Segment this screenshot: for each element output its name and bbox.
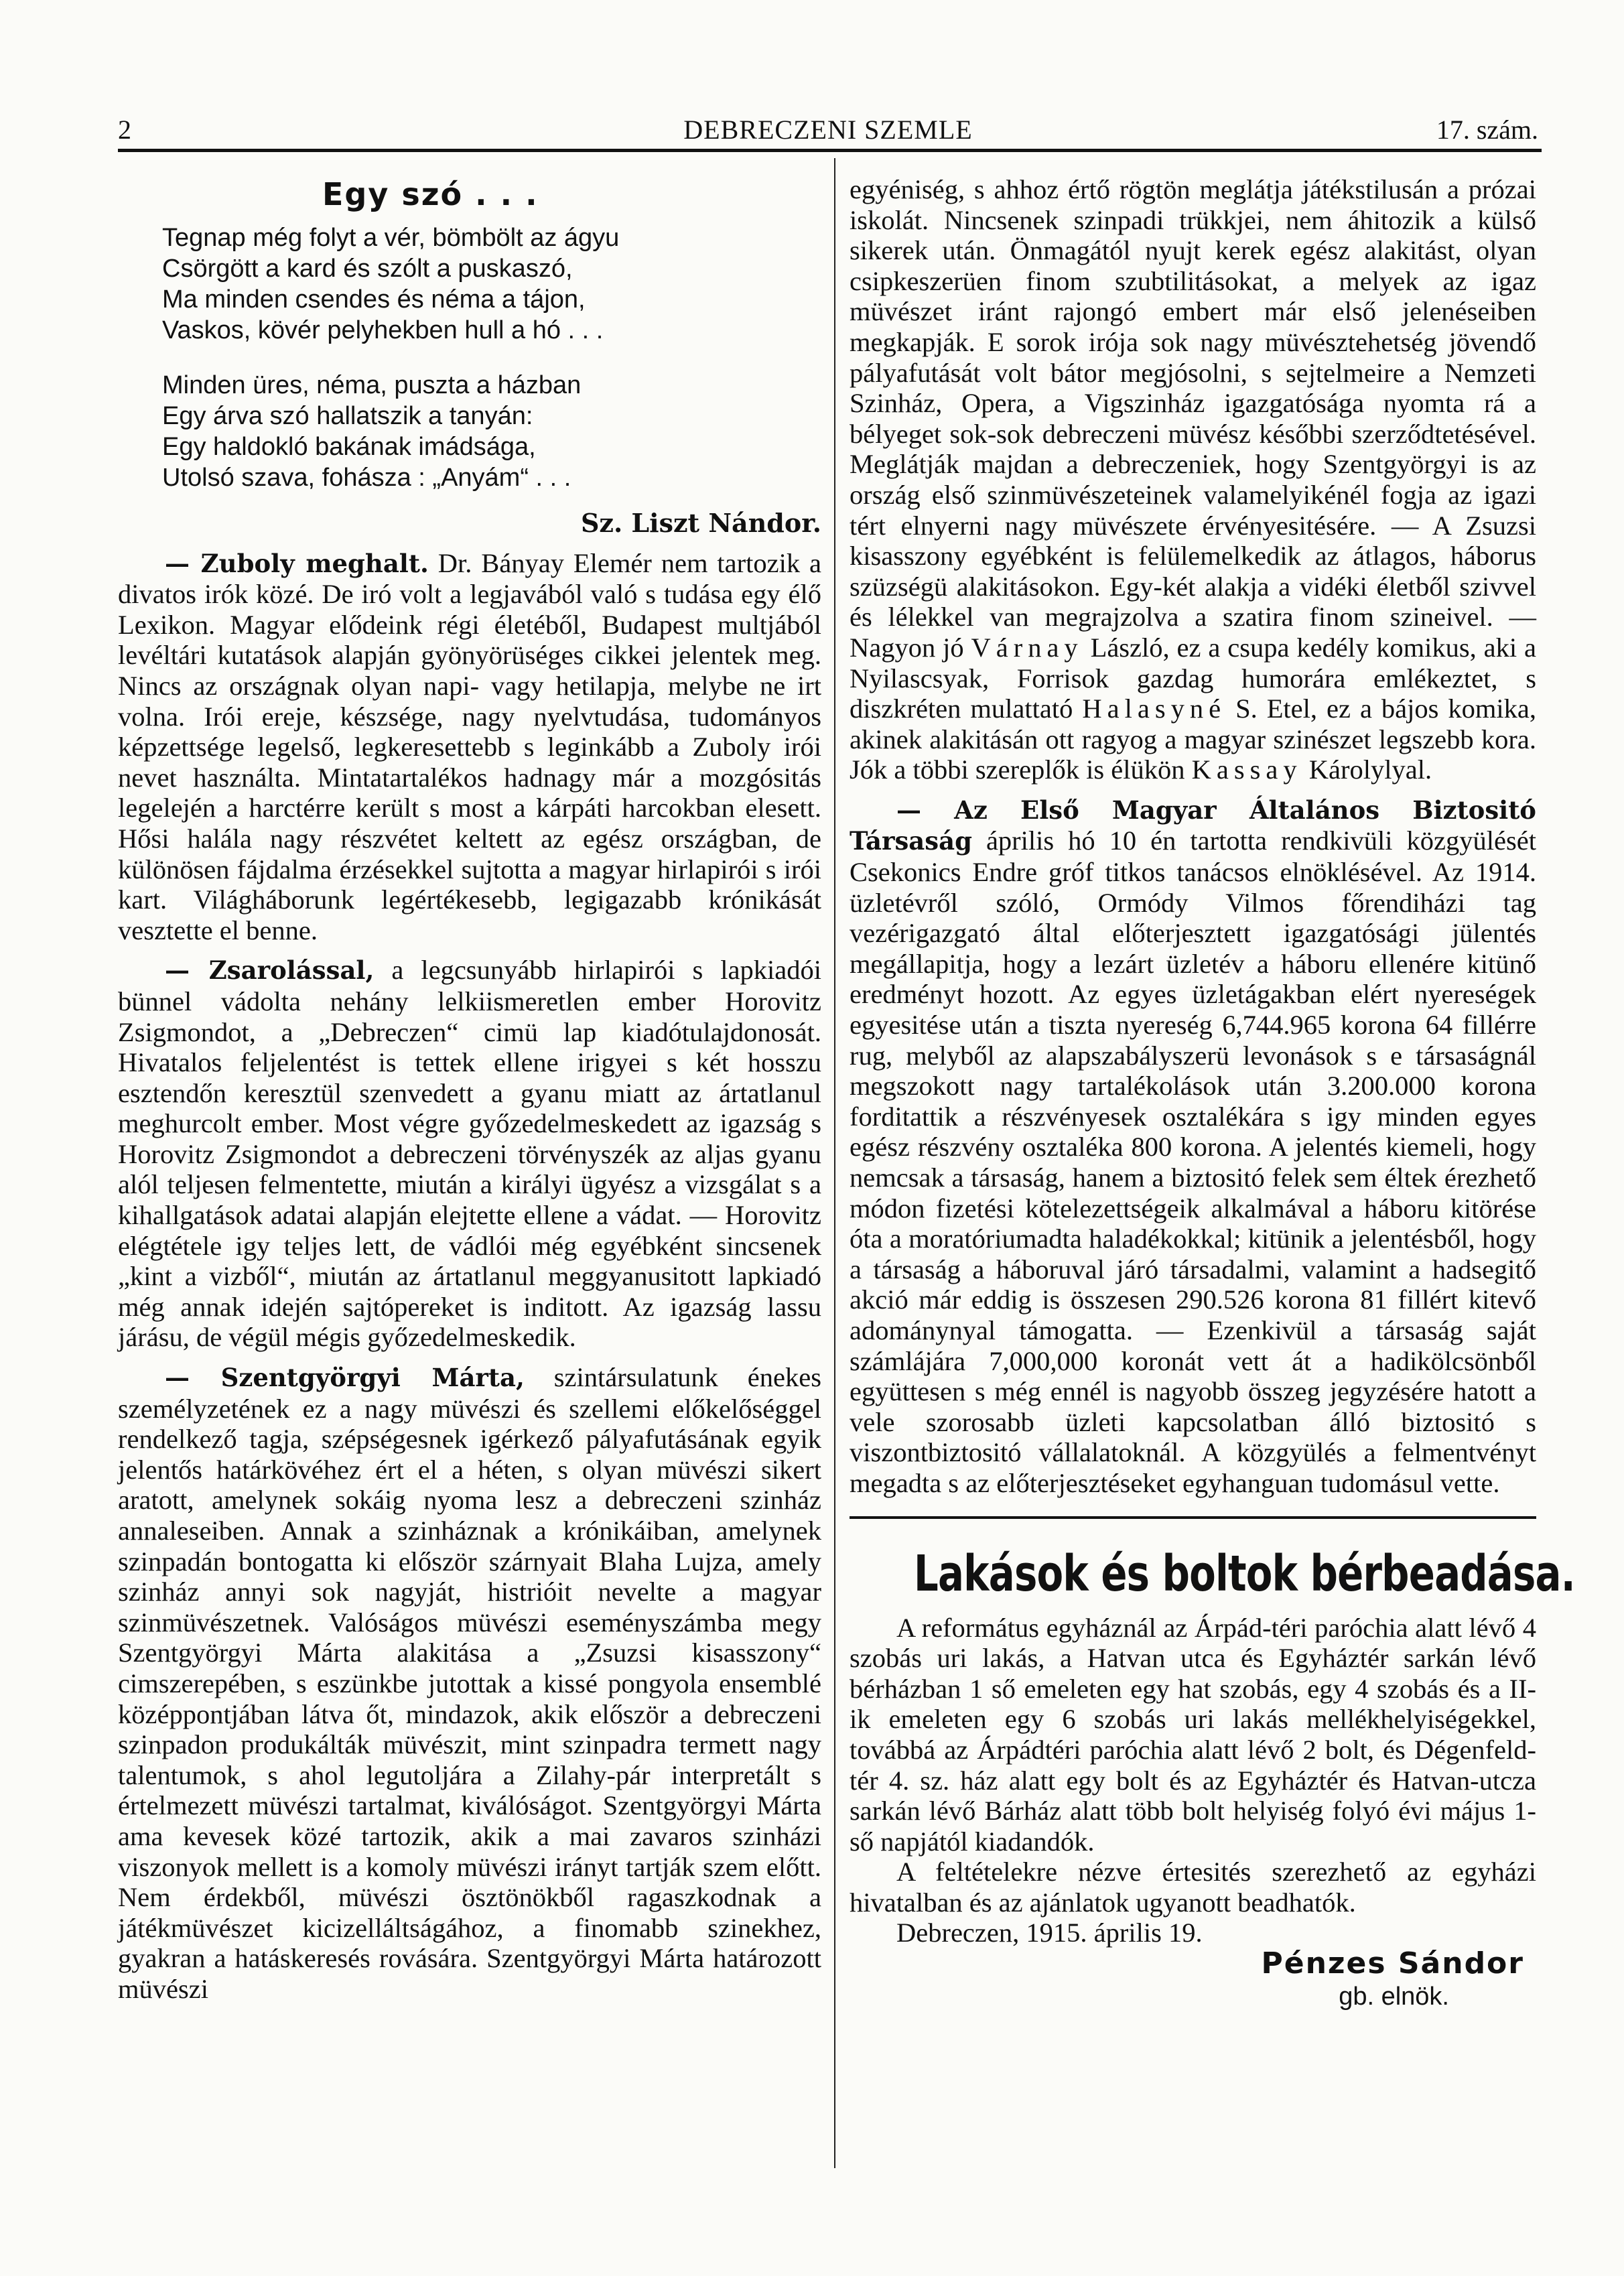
article-biztosito xyxy=(850,795,1536,1499)
left-column xyxy=(118,174,821,2005)
article-body: Károlylyal. xyxy=(1308,754,1432,785)
article-zuboly xyxy=(118,548,821,946)
actor-name: Kassay xyxy=(1191,754,1302,785)
page-number: 2 xyxy=(118,115,131,145)
advert-rule xyxy=(850,1516,1536,1519)
signature-name: Pénzes Sándor xyxy=(1261,1946,1524,1981)
poem-line: Minden üres, néma, puszta a házban xyxy=(162,371,582,399)
article-body: április hó 10 én tartotta rendkivüli közgyülését Csekonics Endre gróf titkos tanácsos elnöklésével. Az 1914. üzletévről szóló, Ormódy Vilmos főrendiházi tag vezérigazgató által előterjesztett igazgatósági jülentés megállapitja, hogy a lezárt üzletév a háboru ellenére kitünő eredményt hozott. Az egyes üzletágakban elért nyereségek egyesitése után a tiszta nyereség 6,744.965 korona 64 fillérre rug, melyből az alapszabályszerü levonások s e társaságnál megszokott nagy tartalékolások után 3.200.000 korona forditattik a részvényesek osztalékára s igy minden egyes egész részvény osztaléka 800 korona. A jelentés kiemeli, hogy nemcsak a társaság, hanem a biztositó felek sem éltek érezhető módon fizetési kötelezettségeik alkalmával a háboru kitörése óta a moratóriumadta haladékokkal; kitünik a jelentésből, hogy a társaság a háboruval járó társadalmi, valamint a hadsegitő akció már eddig is összesen 290.526 korona 81 fillért kitevő adománynyal támogatta. — Ezenkivül a társaság saját számlájára 7,000,000 koronát vett át a hadikölcsönből együttesen s még ennél is nagyobb összeg jegyzésére hatott a vele szorosabb üzleti kapcsolatban álló biztositó s viszontbiztositó vállalatoknál. A közgyülés a felmentvényt megadta s az előterjesztéseket egyhanguan tudomásul vette. xyxy=(850,825,1536,1498)
poem-stanza-2 xyxy=(162,370,821,493)
advert-date: Debreczen, 1915. április 19. xyxy=(896,1918,1203,1948)
advert-body: A református egyháznál az Árpád-téri paróchia alatt lévő 4 szobás uri lakás, a Hatvan utca és Egyháztér sarkán lévő bérházban 1 ső emeleten egy hat szobás, egy 4 szobás és a II-ik emeleten egy 6 szobás uri lakás mellékhelyiségekkel, továbbá az Árpádtéri paróchia alatt lévő 2 bolt, és Dégenfeld-tér 4. sz. ház alatt egy bolt és az Egyháztér és Hatvan-utcza sarkán lévő Bárház alatt több bolt helyiség folyó évi május 1-ső napjától kiadandók. xyxy=(850,1612,1536,1857)
article-body: Dr. Bányay Elemér nem tartozik a divatos irók közé. De iró volt a legjavából való s tudása egy élő Lexikon. Magyar elődeink régi életéből, Budapest multjából levéltári kutatások alapján gyönyörüséges cikkei jelentek meg. Nincs az országnak olyan napi- vagy hetilapja, melybe ne irt volna. Irói ereje, készsége, nagy nyelvtudása, tudományos képzettsége legelső, legkeresettebb s leginkább a Zuboly irói nevet használta. Mintatartalékos hadnagy már a mozgósitás legelején a harctérre került s most a kárpáti harcokban elesett. Hősi halála nagy részvétet keltett az egész országban, de különösen fájdalma érzésekkel sujtotta a magyar hirlapirói s irói kart. Világháborunk legértékesebb, legigazabb krónikását vesztette el benne. xyxy=(118,547,822,945)
poem-line: Egy haldokló bakának imádsága, xyxy=(162,433,536,461)
poem-line: Utolsó szava, fohásza : „Anyám“ . . . xyxy=(162,464,571,492)
poem-stanza-1 xyxy=(162,222,821,346)
poem-line: Ma minden csendes és néma a tájon, xyxy=(162,285,586,314)
article-lead: — Szentgyörgyi Márta, xyxy=(165,1363,525,1393)
page-header xyxy=(118,114,1538,147)
article-body: László, ez a csupa kedély komikus, aki a Nyilascsyak, Forrisok gazdag humorára emlékeztet, s diszkréten mulattató xyxy=(850,632,1537,724)
poem-line: Vaskos, kövér pelyhekben hull a hó . . . xyxy=(162,316,604,344)
actor-name: Várnay xyxy=(971,632,1083,663)
article-body: egyéniség, s ahhoz értő rögtön meglátja játékstilusán a prózai iskolát. Nincsenek szinpadi trükkjei, nem áhitozik a külső sikerek után. Önmagától nyujt kerek egész alakitást, olyan csipkeszerüen finom szubtilitásokat, a melyek az igaz müvészet iránt rajongó embert már első jelenéseiben megkapják. E sorok irója sok nagy müvésztehetség jövendő pályafutását volt bátor megjósolni, s sejtelmeire a Nemzeti Szinház, Opera, a Vigszinház igazgatósága nyomta rá a bélyeget sok-sok debreczeni müvész későbbi szerződtetésével. Meglátják majdan a debreczeniek, hogy Szentgyörgyi is az ország első szinmüvészeteinek valamelyikénél fogja az igazi tért elnyerni nagy müvészete érvényesitésére. — A Zsuzsi kisasszony egyébként is felülemelkedik az átlagos, háborus szüzségü alakitásokon. Egy-két alakja a vidéki életből szivvel és lélekkel van megrajzolva a szatira finom szineivel. — Nagyon jó xyxy=(850,174,1536,663)
advert-title: Lakások és boltok bérbeadása. xyxy=(914,1544,1575,1603)
poem-line: Tegnap még folyt a vér, bömbölt az ágyu xyxy=(162,224,620,252)
article-body: a legcsunyább hirlapirói s lapkiadói bünnel vádolta nehány lelkiismeretlen ember Horovitz Zsigmondot, a „Debreczen“ cimü lap kiadótulajdonosát. Hivatalos feljelentést is tettek ellene irigyei s két hosszu esztendőn keresztül szenvedett a gyanu miatt az ártatlanul meghurcolt ember. Most végre győzedelmeskedett az igazság s Horovitz Zsigmondot a debreczeni törvényszék az aljas gyanu alól teljesen felmentette, miután a királyi ügyész a vizsgálat s a kihallgatások adatai alapján elejtette ellene a vádat. — Horovitz elégtétele igy teljes lett, de vádlói még egyébként sincsenek „kint a vizből“, miután az ártatlanul meggyanusitott lapkiadó még annak idején sajtópereket is inditott. Az igazság lassu járásu, de végül mégis győzedelmeskedik. xyxy=(118,955,821,1353)
article-szentgyorgyi-continued xyxy=(850,174,1536,785)
poem-title: Egy szó . . . xyxy=(322,176,539,212)
article-body: szintársulatunk énekes személyzetének ez a nagy müvészi és szellemi előkelőséggel rendelkező tagja, szépségesnek igérkező pályafutásának egyik jelentős határkövéhez ért el a héten, s olyan müvészi sikert aratott, amelynek sokáig nyoma lesz a debreczeni szinház annaleseiben. Annak a szinháznak a krónikáiban, amelynek szinpadán bontogatta ki először szárnyait Blaha Lujza, amely szinház annyi sok nagyját, histrióit nevelte a magyar szinmüvészetnek. Valóságos müvészi eseményszámba megy Szentgyörgyi Márta alakitása a „Zsuzsi kisasszony“ cimszerepében, s eszünkbe jutottak a kissé pongyola ensemblé középpontjában látva őt, mindazok, akik először a debreczeni szinpadon produkálták müvészit, mint szinpadra termett nagy talentumok, s ahol legutoljára a Zilahy-pár interpretált s értelmezett müvészi tartalmat, kiválóságot. Szentgyörgyi Márta ama kevesek közé tartozik, akik a mai zavaros szinházi viszonyok mellett is a komoly müvészi irányt tartják szem előtt. Nem érdekből, müvészi ösztönökből ragaszkodnak a játékmüvészet kicizelláltságához, a finomabb szinekhez, gyakran a hatáskeresés rovására. Szentgyörgyi Márta határozott müvészi xyxy=(118,1362,821,2004)
issue-number: 17. szám. xyxy=(1436,115,1538,145)
advert-signature xyxy=(850,1948,1536,2015)
poem-line: Egy árva szó hallatszik a tanyán: xyxy=(162,402,533,430)
article-lead: — Zuboly meghalt. xyxy=(165,548,429,578)
article-body: S. Etel, ez a bájos komika, akinek alakitásán ott ragyog a magyar szinészet legszebb kora. Jók a többi szereplők is élükön xyxy=(850,693,1536,785)
poem-author: Sz. Liszt Nándor. xyxy=(580,508,821,538)
advert-body-2: A feltételekre nézve értesités szerezhető az egyházi hivatalban és az ajánlatok ugyanott beadhatók. xyxy=(850,1857,1536,1918)
actor-name: Halasyné xyxy=(1082,693,1227,724)
right-column xyxy=(850,174,1575,2015)
header-rule xyxy=(118,149,1542,152)
article-lead: — Zsarolással, xyxy=(165,955,375,986)
poem-line: Csörgött a kard és szólt a puskaszó, xyxy=(162,255,573,283)
article-szentgyorgyi xyxy=(118,1362,821,2004)
article-lead: — Az Első Magyar Általános Biztositó Társaság xyxy=(850,795,1536,856)
signature-role: gb. elnök. xyxy=(1339,1983,1449,2011)
column-divider xyxy=(834,158,835,2168)
article-zsarolas xyxy=(118,955,821,1353)
masthead-title: DEBRECZENI SZEMLE xyxy=(683,115,973,145)
